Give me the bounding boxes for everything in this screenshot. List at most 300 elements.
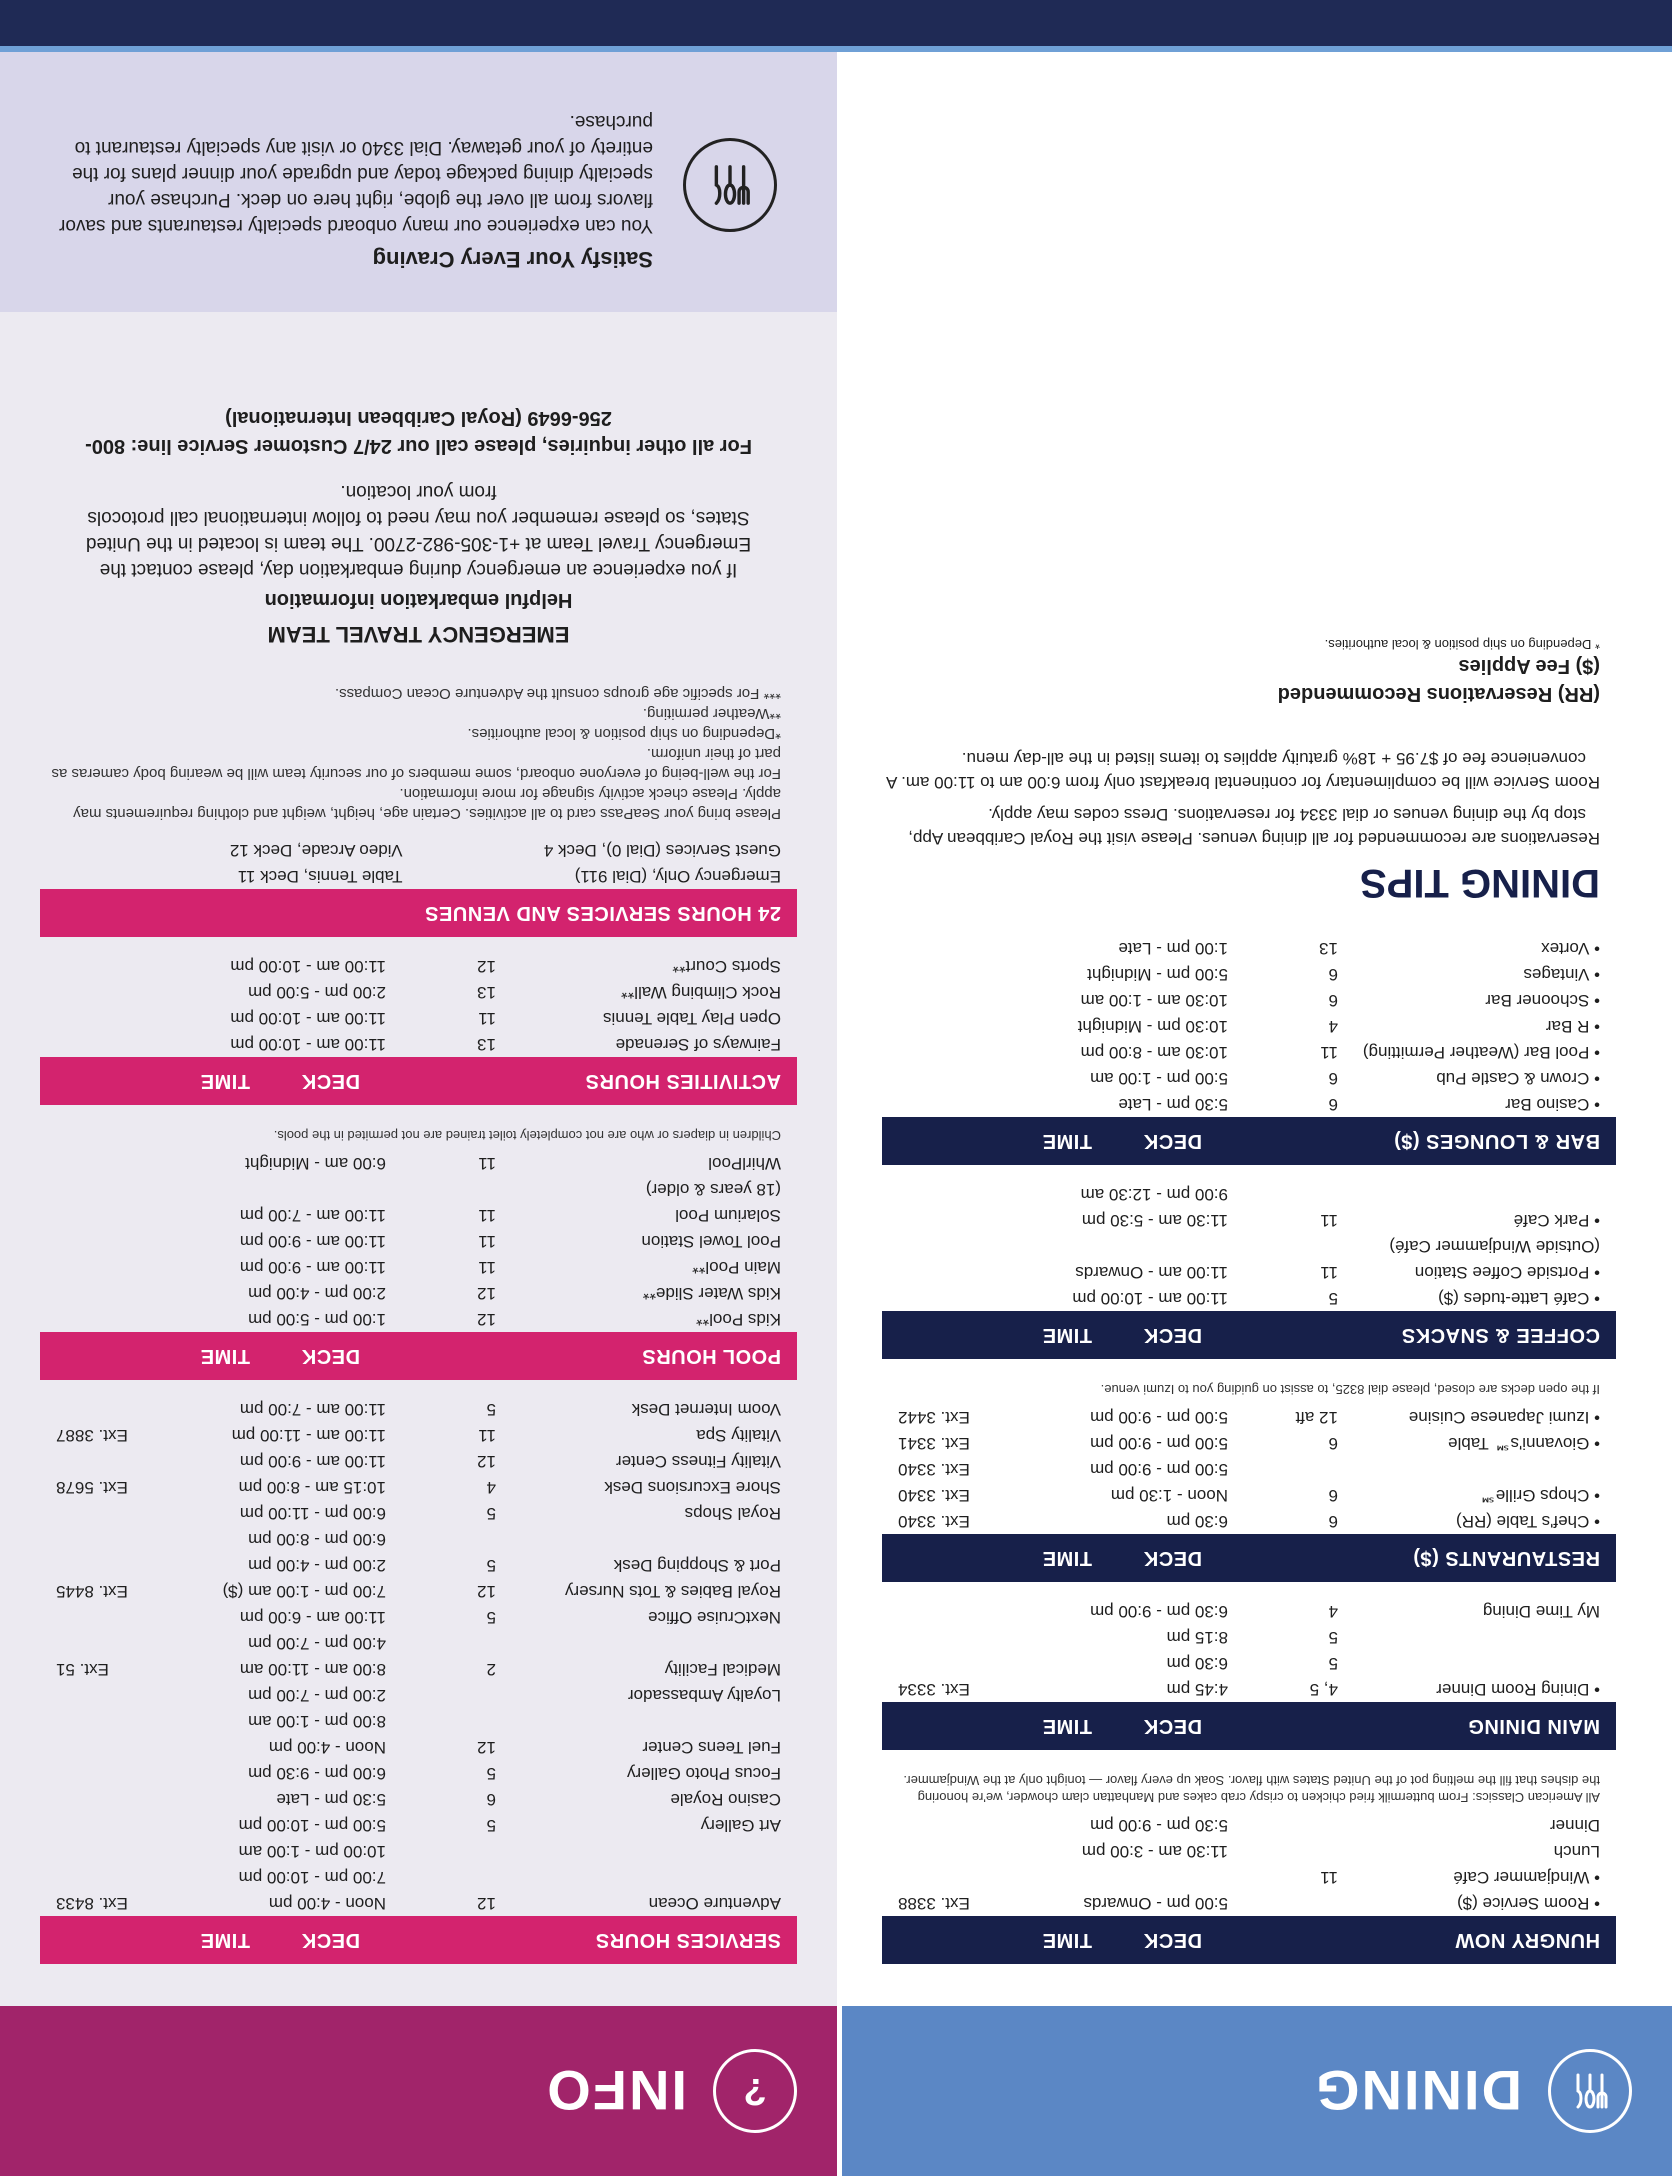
venue-deck: 12 xyxy=(477,957,496,976)
table-row xyxy=(882,1838,1616,1864)
fine-print-line: **Weather permiting. xyxy=(642,705,781,722)
venue-name: Pool Towel Station xyxy=(641,1232,781,1251)
table-row xyxy=(40,1526,797,1552)
venue-ext xyxy=(40,1005,176,1031)
venue-time: 5:30 pm - Late xyxy=(1118,1095,1228,1114)
venue-time: 5:00 pm - 9:00 pm xyxy=(1090,1408,1228,1427)
table-row xyxy=(882,1676,1616,1702)
venue-name: Solarium Pool xyxy=(675,1206,781,1225)
venue-time: 11:00 am - 7:00 pm xyxy=(239,1400,386,1419)
venue-deck xyxy=(1228,1812,1338,1838)
venue-name: • Casino Bar xyxy=(1338,1091,1616,1117)
venue-name: • Windjammer Café xyxy=(1338,1864,1616,1890)
venue-name: Dinner xyxy=(1549,1816,1600,1835)
venue-ext xyxy=(40,979,176,1005)
venue-time: 11:00 am - 9:00 pm xyxy=(239,1258,386,1277)
venue-time: 11:00 am - 10:00 pm xyxy=(230,1009,386,1028)
table-row xyxy=(882,1259,1616,1285)
venue-deck: 4 xyxy=(486,1478,496,1497)
venue-ext xyxy=(882,1864,1018,1890)
venue-name: My Time Dining xyxy=(1482,1602,1600,1621)
venue-time: 11:30 am - 3:00 pm xyxy=(1081,1842,1228,1861)
restaurants-header xyxy=(882,1534,1616,1582)
venue-ext xyxy=(40,1838,176,1864)
table-row xyxy=(40,953,797,979)
venue-ext: Ext. 3442 xyxy=(898,1408,970,1427)
venue-deck: 11 xyxy=(478,1258,496,1277)
venue-time: 8:15 pm xyxy=(1166,1628,1228,1647)
venue-deck xyxy=(386,1864,496,1890)
table-row xyxy=(40,1474,797,1500)
venue-name: Royal Shops xyxy=(684,1504,781,1523)
table-row xyxy=(40,1760,797,1786)
table-row xyxy=(40,1031,797,1057)
venue-deck: 6 xyxy=(1328,1095,1338,1114)
table-row xyxy=(882,1013,1616,1039)
venue-deck: 5 xyxy=(486,1816,496,1835)
services-rows xyxy=(40,1396,797,1916)
venue-deck: 11 xyxy=(1320,1211,1338,1230)
venue-time: 11:30 am - 5:30 pm xyxy=(1081,1211,1228,1230)
venue-deck xyxy=(1228,1890,1338,1916)
venue-ext xyxy=(40,1176,176,1202)
table-row xyxy=(882,1650,1616,1676)
venue-time: 11:00 am - 9:00 pm xyxy=(239,1232,386,1251)
venue-name: NextCruise Office xyxy=(648,1608,781,1627)
table-row xyxy=(882,1233,1616,1259)
activities-header xyxy=(40,1057,797,1105)
venue-ext xyxy=(40,1228,176,1254)
table-row xyxy=(40,1838,797,1864)
venue-name: • Park Café xyxy=(1338,1207,1616,1233)
venue-name: • Giovanni's℠ Table xyxy=(1338,1430,1616,1456)
venue-deck: 12 xyxy=(477,1894,496,1913)
table-row xyxy=(882,1508,1616,1534)
section-title: BAR & LOUNGES ($) xyxy=(1393,1130,1600,1153)
craving-box xyxy=(0,52,837,312)
venue-ext: Ext. 3887 xyxy=(56,1426,128,1445)
twentyfour-right: Table Tennis, Deck 11 xyxy=(237,867,403,886)
table-row xyxy=(40,1202,797,1228)
venue-name: • Pool Bar (Weather Permitting) xyxy=(1338,1039,1616,1065)
venue-deck: 5 xyxy=(486,1504,496,1523)
venue-time: 8:00 am - 11:00 am xyxy=(239,1660,386,1679)
craving-title: Satisfy Your Every Craving xyxy=(372,247,653,272)
venue-time: 10:30 am - 8:00 pm xyxy=(1080,1043,1228,1062)
venue-deck xyxy=(386,1838,496,1864)
venue-time: 6:30 pm - 9:00 pm xyxy=(1090,1602,1228,1621)
time-header: TIME xyxy=(1042,1715,1092,1738)
venue-name xyxy=(496,1708,797,1734)
deck-header: DECK xyxy=(301,1345,360,1368)
venue-deck xyxy=(386,1708,496,1734)
footer-band xyxy=(0,0,1672,46)
venue-ext xyxy=(882,1285,1018,1311)
dining-tips-title: DINING TIPS xyxy=(1359,861,1600,905)
table-row xyxy=(882,1598,1616,1624)
section-title: SERVICES HOURS xyxy=(595,1929,781,1952)
venue-ext: Ext. 3340 xyxy=(898,1512,970,1531)
venue-time: 6:00 pm - 11:00 pm xyxy=(239,1504,386,1523)
table-row xyxy=(882,1482,1616,1508)
table-row xyxy=(882,1456,1616,1482)
table-row xyxy=(40,1552,797,1578)
dining-tip: Room Service will be complimentary for continental breakfast only from 6:00 am to 11:00 am. A convenience fee of $7.95 + 18% gratuity applies to items listed in the all-day menu. xyxy=(886,749,1600,792)
dining-title: DINING xyxy=(1314,2059,1522,2123)
venue-name: • Izumi Japanese Cuisine xyxy=(1338,1404,1616,1430)
time-header: TIME xyxy=(200,1070,250,1093)
venue-time: 4:45 pm xyxy=(1166,1680,1228,1699)
venue-time: 11:00 am - 11:00 pm xyxy=(231,1426,386,1445)
venue-ext: Ext. 8433 xyxy=(56,1894,128,1913)
info-column xyxy=(0,52,837,2176)
venue-name xyxy=(1338,1181,1616,1207)
table-row xyxy=(40,1890,797,1916)
venue-name: Rock Climbing Wall** xyxy=(621,983,781,1002)
venue-name: • R Bar xyxy=(1338,1013,1616,1039)
venue-ext: Ext. 3341 xyxy=(898,1434,970,1453)
venue-deck: 4 xyxy=(1328,1017,1338,1036)
venue-time: 7:00 pm - 1:00 am ($) xyxy=(222,1582,386,1601)
venue-ext xyxy=(40,1604,176,1630)
table-row xyxy=(40,1786,797,1812)
venue-name xyxy=(496,1838,797,1864)
services-header xyxy=(40,1916,797,1964)
venue-ext xyxy=(40,1552,176,1578)
venue-time xyxy=(176,1176,386,1202)
venue-time: 10:15 am - 8:00 pm xyxy=(238,1478,386,1497)
venue-deck: 4 xyxy=(1328,1602,1338,1621)
coffee-header xyxy=(882,1311,1616,1359)
venue-name: Vitality Spa xyxy=(696,1426,781,1445)
table-row xyxy=(882,1404,1616,1430)
info-banner xyxy=(0,2006,837,2176)
table-row xyxy=(40,1228,797,1254)
venue-name: • Schooner Bar xyxy=(1338,987,1616,1013)
venue-time: 11:00 am - 10:00 pm xyxy=(1072,1289,1228,1308)
venue-deck xyxy=(1228,1181,1338,1207)
venue-ext xyxy=(882,1259,1018,1285)
venue-time: 1:00 pm - Late xyxy=(1118,939,1228,958)
utensils-icon xyxy=(683,138,777,232)
venue-name: Sports Court** xyxy=(672,957,781,976)
deck-header: DECK xyxy=(1143,1715,1202,1738)
legend-rr: (RR) Reservations Recommended xyxy=(1277,683,1600,705)
venue-name: • Crown & Castle Pub xyxy=(1338,1065,1616,1091)
venue-name: Focus Photo Gallery xyxy=(626,1764,781,1783)
table-row xyxy=(40,1176,797,1202)
twentyfour-row xyxy=(40,837,797,863)
venue-time: 6:30 pm xyxy=(1166,1654,1228,1673)
venue-deck: 6 xyxy=(486,1790,496,1809)
venue-deck: 6 xyxy=(1328,991,1338,1010)
time-header: TIME xyxy=(200,1929,250,1952)
venue-ext xyxy=(40,1448,176,1474)
venue-ext xyxy=(882,1181,1018,1207)
section-title: 24 HOURS SERVICES AND VENUES xyxy=(424,902,781,925)
question-icon: ? xyxy=(713,2049,797,2133)
dining-tip: Reservations are recommended for all dining venues. Please visit the Royal Caribbean App, stop by the dining venues or dial 3334 for reservations. Dress codes may apply. xyxy=(908,805,1600,848)
venue-time: 10:30 am - 1:00 am xyxy=(1080,991,1228,1010)
venue-deck: 5 xyxy=(1328,1654,1338,1673)
venue-name: WhirlPool xyxy=(708,1154,781,1173)
hungry-now-header xyxy=(882,1916,1616,1964)
table-row xyxy=(882,1864,1616,1890)
venue-time: 6:00 am - Midnight xyxy=(245,1154,386,1173)
fine-print-line: *Depending on ship position & local authorities. xyxy=(467,725,781,742)
dining-body xyxy=(842,637,1672,2006)
venue-name xyxy=(496,1526,797,1552)
legend-note: * Depending on ship position & local authorities. xyxy=(1324,637,1600,652)
venue-deck xyxy=(386,1682,496,1708)
venue-deck: 11 xyxy=(1320,1263,1338,1282)
venue-deck: 11 xyxy=(478,1232,496,1251)
venue-deck: 11 xyxy=(478,1009,496,1028)
section-title: MAIN DINING xyxy=(1467,1715,1600,1738)
venue-deck xyxy=(386,1176,496,1202)
venue-deck: 11 xyxy=(1320,1868,1338,1887)
table-row xyxy=(882,1285,1616,1311)
deck-header: DECK xyxy=(1143,1547,1202,1570)
pool-note: Children in diapers or who are not completely toilet trained are not permited in the pools. xyxy=(273,1128,781,1143)
venue-ext xyxy=(40,953,176,979)
venue-name: • Café Latte-tudes ($) xyxy=(1338,1285,1616,1311)
venue-ext xyxy=(40,1031,176,1057)
venue-ext xyxy=(40,1708,176,1734)
venue-ext xyxy=(40,1306,176,1332)
table-row xyxy=(882,1430,1616,1456)
section-title: HUNGRY NOW xyxy=(1455,1929,1600,1952)
venue-name xyxy=(1338,1624,1616,1650)
twentyfour-left: Guest Services (Dial 0), Deck 4 xyxy=(543,841,781,860)
venue-time: 5:00 pm - 1:00 am xyxy=(1090,1069,1228,1088)
table-row xyxy=(40,1604,797,1630)
venue-time: Noon - 1:30 pm xyxy=(1110,1486,1228,1505)
venue-ext xyxy=(882,1207,1018,1233)
venue-time: 10:30 pm - Midnight xyxy=(1077,1017,1228,1036)
dining-banner xyxy=(842,2006,1672,2176)
venue-ext xyxy=(882,1065,1018,1091)
table-row xyxy=(40,1396,797,1422)
venue-name xyxy=(496,1630,797,1656)
venue-deck: 6 xyxy=(1328,1069,1338,1088)
venue-deck: 11 xyxy=(478,1206,496,1225)
section-title: RESTAURANTS ($) xyxy=(1412,1547,1600,1570)
emergency-body: If you experience an emergency during embarkation day, please contact the Emergency Travel Team at +1-305-982-2700. The team is located in the United States, so please remember you may need to follow international call protocols from your location. xyxy=(85,481,752,580)
restaurants-rows xyxy=(882,1404,1616,1534)
venue-time: 4:00 pm - 7:00 pm xyxy=(248,1634,386,1653)
venue-deck: 12 xyxy=(477,1310,496,1329)
venue-ext xyxy=(40,1280,176,1306)
venue-ext xyxy=(40,1864,176,1890)
venue-name: Kids Pool** xyxy=(695,1310,781,1329)
venue-time: 2:00 pm - 7:00 pm xyxy=(248,1686,386,1705)
emergency-subtitle: Helpful embarkation information xyxy=(264,589,573,611)
table-row xyxy=(40,1280,797,1306)
venue-time: 11:00 am - 10:00 pm xyxy=(230,957,386,976)
venue-ext xyxy=(882,961,1018,987)
venue-name: Fuel Teens Center xyxy=(642,1738,781,1757)
venue-time: 2:00 pm - 5:00 pm xyxy=(248,983,386,1002)
venue-deck: 11 xyxy=(478,1426,496,1445)
venue-time: 5:00 pm - 10:00 pm xyxy=(238,1816,386,1835)
table-row xyxy=(40,1254,797,1280)
fine-print-line: *** For specific age groups consult the Adventure Ocean Compass. xyxy=(334,685,781,702)
venue-ext xyxy=(882,1598,1018,1624)
venue-time: 2:00 pm - 4:00 pm xyxy=(248,1556,386,1575)
venue-deck: 12 xyxy=(477,1452,496,1471)
table-row xyxy=(40,1812,797,1838)
venue-time: 6:30 pm xyxy=(1166,1512,1228,1531)
venue-name xyxy=(496,1864,797,1890)
table-row xyxy=(882,961,1616,987)
venue-ext xyxy=(882,1233,1018,1259)
legend-fee: ($) Fee Applies xyxy=(1458,655,1600,677)
time-header: TIME xyxy=(1042,1324,1092,1347)
venue-name: Vitality Fitness Center xyxy=(615,1452,781,1471)
venue-name: Port & Shopping Desk xyxy=(613,1556,781,1575)
main-dining-rows xyxy=(882,1598,1616,1702)
venue-ext xyxy=(40,1682,176,1708)
venue-ext xyxy=(40,1254,176,1280)
venue-name: (18 years & older) xyxy=(645,1180,781,1199)
venue-ext xyxy=(882,935,1018,961)
table-row xyxy=(40,1306,797,1332)
venue-name: • Dining Room Dinner xyxy=(1338,1676,1616,1702)
table-row xyxy=(882,1039,1616,1065)
venue-deck: 6 xyxy=(1328,965,1338,984)
venue-name: • Portside Coffee Station xyxy=(1338,1259,1616,1285)
pool-header xyxy=(40,1332,797,1380)
table-row xyxy=(882,1091,1616,1117)
customer-service-call: For all other inquiries, please call our 24/7 Customer Service line: 800-256-6649 (Royal Caribbean International) xyxy=(85,407,752,457)
venue-ext xyxy=(40,1786,176,1812)
venue-ext xyxy=(40,1396,176,1422)
venue-deck: 6 xyxy=(1328,1512,1338,1531)
time-header: TIME xyxy=(1042,1547,1092,1570)
craving-body: You can experience our many onboard specialty restaurants and savor flavors from all over the globe, right here on deck. Purchase your specialty dining package today and upgrade your dinner plans for the entirety of your getaway. Dial 3340 or visit any specialty restaurant to purchase. xyxy=(59,111,653,236)
table-row xyxy=(40,1656,797,1682)
venue-time: 10:00 pm - 1:00 am xyxy=(238,1842,386,1861)
venue-ext xyxy=(40,1526,176,1552)
venue-ext: Ext. 8445 xyxy=(56,1582,128,1601)
venue-ext xyxy=(40,1734,176,1760)
venue-name: Voom Internet Desk xyxy=(631,1400,781,1419)
table-row xyxy=(40,1734,797,1760)
bars-header xyxy=(882,1117,1616,1165)
footer-accent xyxy=(0,46,1672,52)
table-row xyxy=(882,1890,1616,1916)
venue-time: 1:00 pm - 5:00 pm xyxy=(248,1310,386,1329)
table-row xyxy=(40,1150,797,1176)
table-row xyxy=(882,1624,1616,1650)
venue-name: Royal Babies & Tots Nursery xyxy=(564,1582,781,1601)
venue-ext xyxy=(882,1838,1018,1864)
venue-ext: Ext. 5678 xyxy=(56,1478,128,1497)
venue-deck: 4, 5 xyxy=(1309,1680,1338,1699)
venue-time: 11:00 am - 9:00 pm xyxy=(239,1452,386,1471)
deck-header: DECK xyxy=(301,1070,360,1093)
venue-ext: Ext. 3340 xyxy=(898,1460,970,1479)
section-title: ACTIVITIES HOURS xyxy=(585,1070,781,1093)
venue-deck: 12 xyxy=(477,1738,496,1757)
table-row xyxy=(882,1207,1616,1233)
twentyfour-right: Video Arcade, Deck 12 xyxy=(229,841,403,860)
venue-deck: 11 xyxy=(478,1154,496,1173)
venue-deck xyxy=(1228,1456,1338,1482)
venue-deck: 13 xyxy=(477,1035,496,1054)
venue-deck: 5 xyxy=(486,1764,496,1783)
table-row xyxy=(40,979,797,1005)
venue-deck: 5 xyxy=(486,1556,496,1575)
venue-ext xyxy=(40,1812,176,1838)
venue-ext xyxy=(882,1624,1018,1650)
main-dining-header xyxy=(882,1702,1616,1750)
venue-deck: 5 xyxy=(486,1608,496,1627)
venue-name: (Outside Windjammer Café) xyxy=(1389,1237,1600,1256)
venue-time: 5:30 pm - 9:00 pm xyxy=(1090,1816,1228,1835)
emergency-title: EMERGENCY TRAVEL TEAM xyxy=(267,622,570,647)
venue-ext: Ext. 3388 xyxy=(898,1894,970,1913)
venue-time: 11:00 am - Onwards xyxy=(1075,1263,1228,1282)
time-header: TIME xyxy=(1042,1929,1092,1952)
venue-name: Kids Water Slide** xyxy=(642,1284,781,1303)
venue-ext: Ext. 3334 xyxy=(898,1680,970,1699)
venue-ext xyxy=(40,1760,176,1786)
venue-time: 5:00 pm - Onwards xyxy=(1083,1894,1228,1913)
venue-name: Open Play Table Tennis xyxy=(603,1009,781,1028)
venue-deck: 13 xyxy=(1319,939,1338,958)
venue-time: 9:00 pm - 12:30 am xyxy=(1080,1185,1228,1204)
venue-ext xyxy=(882,1039,1018,1065)
venue-deck: 5 xyxy=(1328,1628,1338,1647)
table-row xyxy=(882,935,1616,961)
venue-time: 2:00 pm - 4:00 pm xyxy=(248,1284,386,1303)
table-row xyxy=(40,1864,797,1890)
venue-ext xyxy=(882,1812,1018,1838)
venue-name: Medical Facility xyxy=(664,1660,781,1679)
venue-name: Adventure Ocean xyxy=(648,1894,781,1913)
venue-ext xyxy=(882,1650,1018,1676)
venue-ext xyxy=(882,1013,1018,1039)
info-title: INFO xyxy=(545,2059,687,2123)
venue-name xyxy=(1338,1650,1616,1676)
venue-ext xyxy=(40,1500,176,1526)
venue-time xyxy=(1018,1864,1228,1890)
section-title: COFFEE & SNACKS xyxy=(1401,1324,1600,1347)
venue-time: 5:00 pm - 9:00 pm xyxy=(1090,1434,1228,1453)
venue-deck: 12 xyxy=(477,1284,496,1303)
table-row xyxy=(882,1065,1616,1091)
venue-time: 11:00 am - 6:00 pm xyxy=(239,1608,386,1627)
twentyfour-left: Emergency Only, (Dial 911) xyxy=(574,867,781,886)
bars-rows xyxy=(882,935,1616,1117)
venue-ext: Ext. 51 xyxy=(56,1660,109,1679)
venue-name: Art Gallery xyxy=(700,1816,781,1835)
venue-deck: 5 xyxy=(1328,1289,1338,1308)
venue-time: 5:00 pm - Midnight xyxy=(1087,965,1228,984)
venue-deck xyxy=(386,1526,496,1552)
venue-deck: 6 xyxy=(1328,1434,1338,1453)
windjammer-note: All American Classics: From buttermilk fried chicken to crispy crab cakes and Manhattan clam chowder, we're honoring the dishes that fill the melting pot of the United States with flavor. Soak up every flavor — tonight only at the Windjammer. xyxy=(903,1773,1600,1805)
venue-time: 5:00 pm - 9:00 pm xyxy=(1090,1460,1228,1479)
venue-time xyxy=(1018,1233,1228,1259)
table-row xyxy=(40,1500,797,1526)
dining-column xyxy=(842,52,1672,2176)
table-row xyxy=(40,1682,797,1708)
pool-rows xyxy=(40,1150,797,1332)
venue-deck: 12 aft xyxy=(1295,1408,1338,1427)
